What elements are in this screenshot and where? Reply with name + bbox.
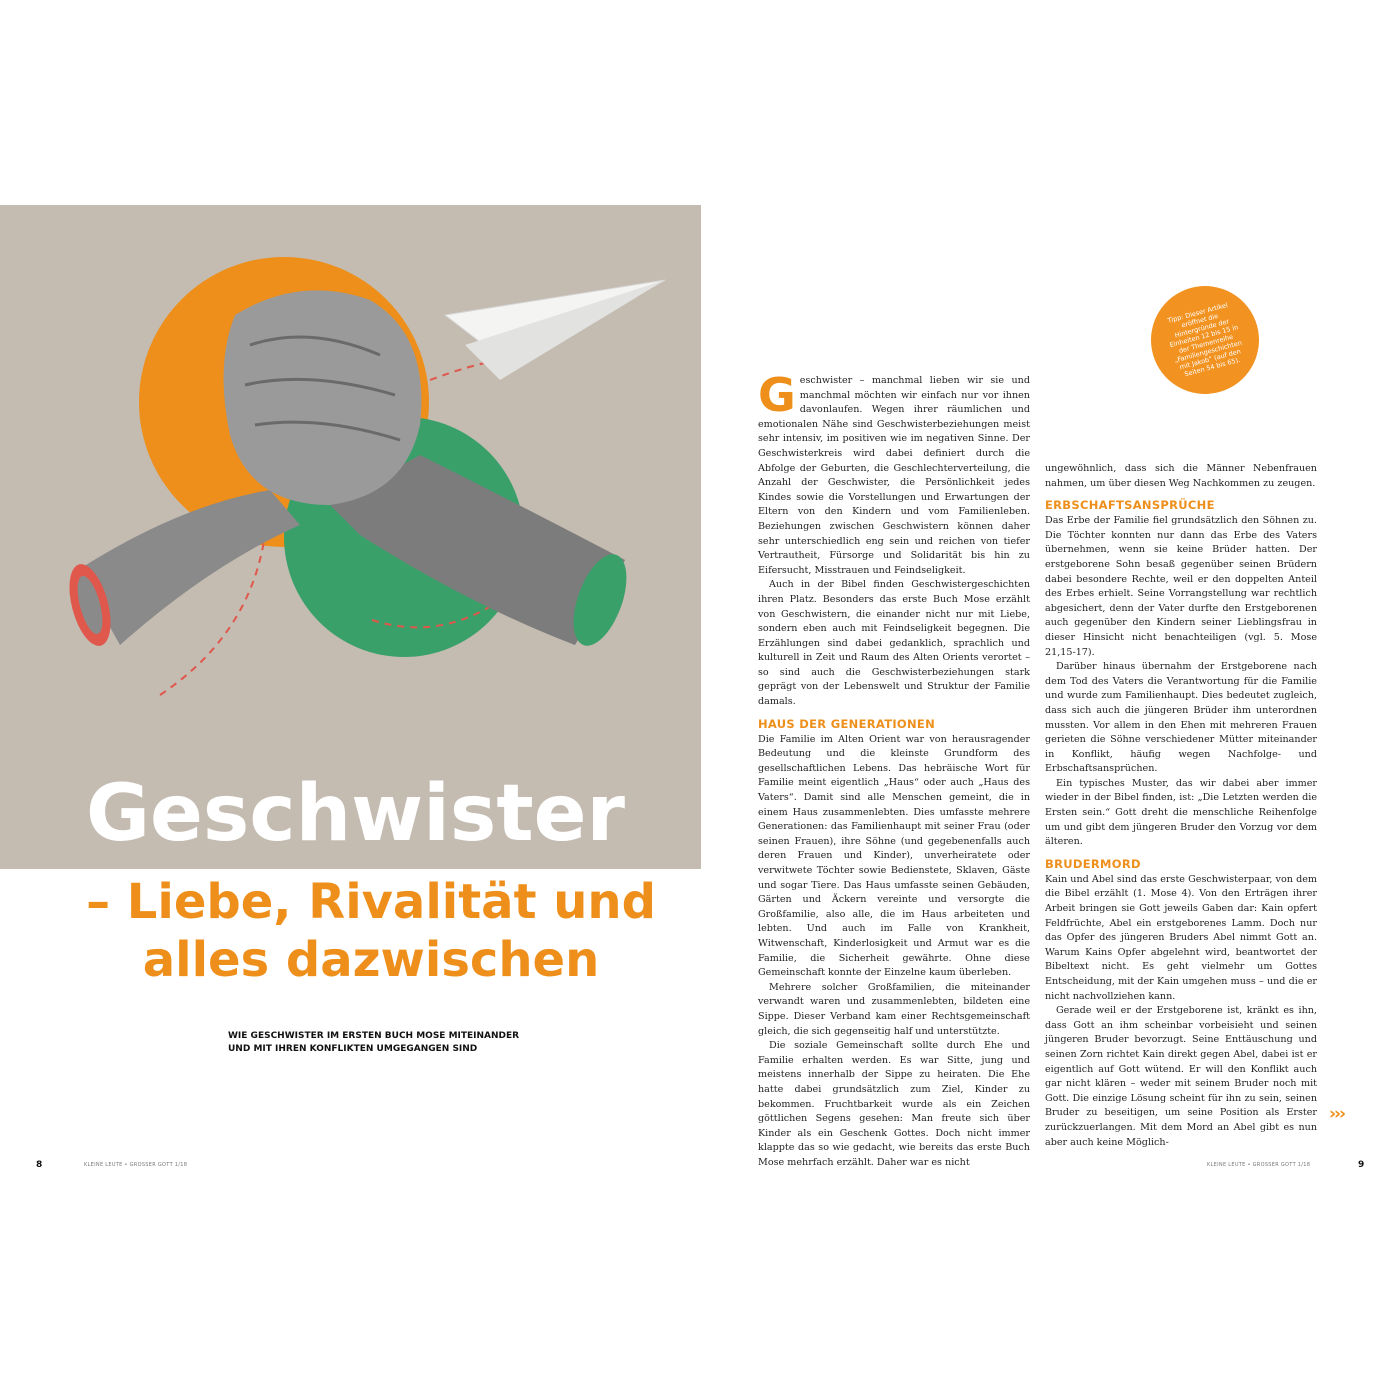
tip-text: Tipp: Dieser Artikel eröffnet die Hintergründe der Einheiten 12 bis 15 in der Themenreihe „Familiengeschichten mit Jakob“ (auf den Seiten 54 bis 65). bbox=[1166, 301, 1243, 379]
footer-right: KLEINE LEUTE • GROSSER GOTT 1/18 bbox=[1207, 1162, 1311, 1168]
paragraph: ungewöhnlich, dass sich die Männer Nebenfrauen nahmen, um über diesen Weg Nachkommen zu zeugen. bbox=[1045, 463, 1317, 489]
section-heading: BRUDERMORD bbox=[1045, 856, 1141, 871]
paragraph: Mehrere solcher Großfamilien, die miteinander verwandt waren und zusammenlebten, bildeten eine Sippe. Dieser Verband kam einer Rechtsgemeinschaft gleich, die sich gegenseitig half und unterstützte. bbox=[758, 981, 1030, 1037]
page-title: Geschwister bbox=[86, 769, 625, 859]
paragraph: Darüber hinaus übernahm der Erstgeborene nach dem Tod des Vaters die Verantwortung für die Familie und wurde zum Familienhaupt. Dies bedeutet zugleich, dass sich auch die jüngeren Brüder ihm unterordnen mussten. Vor allem in den Ehen mit mehreren Frauen gerieten die Söhne verschiedener Mütter miteinander in Konflikt, häufig wegen Nachfolge- und Erbschaftsansprüchen. bbox=[1045, 661, 1317, 775]
paragraph: Die soziale Gemeinschaft sollte durch Ehe und Familie erhalten werden. Es war Sitte, jung und meistens innerhalb der Sippe zu heiraten. Die Ehe hatte dabei grundsätzlich zum Ziel, Kinder zu bekommen. Fruchtbarkeit wurde als ein Zeichen göttlichen Segens gesehen: Man freute sich über Kinder als ein Geschenk Gottes. Doch nicht immer klappte das so wie gedacht, wie bereits das erste Buch Mose mehrfach erzählt. Daher war es nicht bbox=[758, 1040, 1030, 1168]
article-column-1 bbox=[758, 368, 1030, 1170]
paragraph: Ein typisches Muster, das wir dabei aber immer wieder in der Bibel finden, ist: „Die Letzten werden die Ersten sein.“ Gott dreht die menschliche Reihenfolge um und gibt dem jüngeren Bruder den Vorzug vor dem älteren. bbox=[1045, 777, 1317, 848]
paragraph: Kain und Abel sind das erste Geschwisterpaar, von dem die Bibel erzählt (1. Mose 4). Von den Erträgen ihrer Arbeit bringen sie Gott jeweils Gaben dar: Kain opfert Feldfrüchte, Abel ein erstgeborenes Lamm. Doch nur das Opfer des jüngeren Bruders Abel nimmt Gott an. Warum Kains Opfer abgelehnt wird, beantwortet der Bibeltext nicht. Es geht vielmehr um Gottes Entscheidung, mit der Kain umgehen muss – und die er nicht nachvollziehen kann. bbox=[1045, 873, 1317, 1002]
page-number-left: 8 bbox=[36, 1160, 43, 1170]
section-heading: ERBSCHAFTSANSPRÜCHE bbox=[1045, 498, 1215, 513]
paragraph: Auch in der Bibel finden Geschwistergeschichten ihren Platz. Besonders das erste Buch Mose erzählt von Geschwistern, die einander nicht nur mit Liebe, sondern eben auch mit Feindseligkeit begegnen. Die Erzählungen sind dabei gedanklich, sprachlich und kulturell in Zeit und Raum des Alten Orients verortet – so sind auch die Geschwisterbeziehungen stark geprägt von der Lebenswelt und Struktur der Familie damals. bbox=[758, 579, 1030, 708]
paragraph: Das Erbe der Familie fiel grundsätzlich den Söhnen zu. Die Töchter konnten nur dann das Erbe des Vaters übernehmen, wenn sie keine Brüder hatten. Der erstgeborene Sohn besaß gegenüber seinen Brüdern dabei besondere Rechte, weil er den doppelten Anteil des Erbes erhielt. Seine Vorrangstellung war rechtlich abgesichert, denn der Vater durfte den Erstgeborenen auch gegenüber den Kindern seiner Lieblingsfrau in dieser Hinsicht nicht benachteiligen (vgl. 5. Mose 21,15-17). bbox=[1045, 515, 1317, 658]
drop-cap: G bbox=[758, 368, 796, 422]
arm-left bbox=[78, 490, 300, 645]
article-column-2 bbox=[1045, 462, 1317, 1150]
tip-badge bbox=[1139, 274, 1271, 406]
intro-paragraph: Geschwister – manchmal lieben wir sie und manchmal möchten wir einfach nur vor ihnen davonlaufen. Wegen ihrer räumlichen und emotionalen Nähe sind Geschwisterbeziehungen meist sehr intensiv, im positiven wie im negativen Sinne. Der Geschwisterkreis wird dabei definiert durch die Abfolge der Geburten, die Geschlechterverteilung, die Anzahl der Geschwister, die Persönlichkeit jedes Kindes sowie die Vorstellungen und Erwartungen der Eltern von den Kindern und vom Familienleben. Beziehungen zwischen Geschwistern können daher sehr unterschiedlich eng sein und reichen von tiefer Vertrautheit, Fürsorge und Solidarität bis hin zu Eifersucht, Misstrauen und Feindseligkeit. bbox=[758, 368, 1030, 576]
hands bbox=[224, 290, 422, 505]
section-heading: HAUS DER GENERATIONEN bbox=[758, 716, 935, 731]
page-number-right: 9 bbox=[1358, 1160, 1365, 1170]
continue-arrows-icon: ››› bbox=[1329, 1104, 1345, 1124]
paragraph: Gerade weil er der Erstgeborene ist, kränkt es ihn, dass Gott an ihm scheinbar vorbeisieht und seinen jüngeren Bruder bevorzugt. Seine Enttäuschung und seinen Zorn richtet Kain direkt gegen Abel, dabei ist er eigentlich auf Gott wütend. Er will den Konflikt auch gar nicht klären – weder mit seinem Bruder noch mit Gott. Die einzige Lösung scheint für ihn zu sein, seinen Bruder zu beseitigen, um seine Position als Erster zurückzuerlangen. Mit dem Mord an Abel gibt es nun aber auch keine Möglich- bbox=[1045, 1005, 1317, 1148]
page-subtitle: – Liebe, Rivalität und alles dazwischen bbox=[86, 874, 656, 988]
footer-left: KLEINE LEUTE • GROSSER GOTT 1/18 bbox=[84, 1162, 188, 1168]
teaser-text: WIE GESCHWISTER IM ERSTEN BUCH MOSE MITEINANDER UND MIT IHREN KONFLIKTEN UMGEGANGEN SIND bbox=[228, 1031, 520, 1054]
paragraph: Die Familie im Alten Orient war von herausragender Bedeutung und die kleinste Grundform des gesellschaftlichen Lebens. Das hebräische Wort für Familie meint eigentlich „Haus“ oder auch „Haus des Vaters“. Damit sind alle Menschen gemeint, die in einem Haus zusammenlebten. Dies umfasste mehrere Generationen: das Familienhaupt mit seiner Frau (oder seinen Frauen), ihre Söhne (und gegebenenfalls auch deren Frauen und Kinder), unverheiratete oder verwitwete Töchter sowie Bedienstete, Sklaven, Gäste und sogar Tiere. Das Haus umfasste seinen Gebäuden, Gärten und Äckern vereinte und versorgte die Großfamilie, also alle, die im Haus arbeiteten und lebten. Und auch im Falle von Krankheit, Witwenschaft, Kinderlosigkeit und Armut war es die Familie, die Sicherheit gewährte. Ohne diese Gemeinschaft konnte der Einzelne kaum überleben. bbox=[758, 733, 1030, 979]
